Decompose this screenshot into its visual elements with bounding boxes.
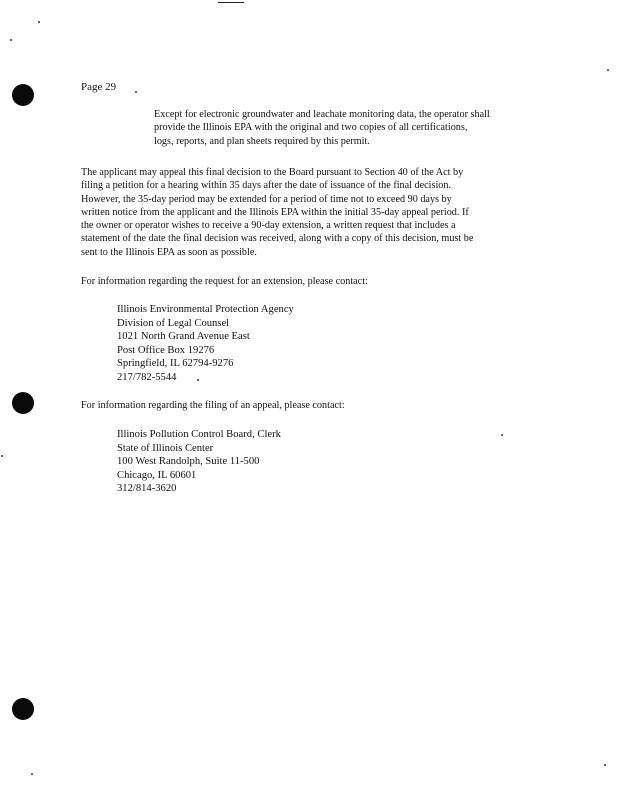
address-line: Illinois Environmental Protection Agency	[117, 304, 294, 315]
paragraph-line: filing a petition for a hearing within 35 days after the date of issuance of the final decision.	[81, 180, 452, 192]
address-line: State of Illinois Center	[117, 442, 214, 454]
indented-paragraph	[154, 108, 490, 148]
paragraph-line: provide the Illinois EPA with the original and two copies of all certifications,	[154, 122, 468, 134]
paragraph-line: the owner or operator wishes to receive a 90-day extension, a written request that includes a	[81, 220, 456, 232]
address-line: Illinois Pollution Control Board, Clerk	[117, 429, 281, 440]
address-line: Chicago, IL 60601	[117, 469, 197, 481]
paragraph-line: written notice from the applicant and the Illinois EPA within the initial 35-day appeal period. If	[81, 206, 469, 218]
paragraph-line: logs, reports, and plan sheets required by this permit.	[154, 135, 370, 147]
appeal-address-block	[117, 428, 281, 496]
appeal-paragraph	[81, 166, 473, 259]
paragraph-line: For information regarding the request for an extension, please contact:	[81, 276, 368, 287]
scan-speck	[501, 434, 503, 436]
appeal-contact-intro	[81, 399, 345, 412]
scan-speck	[31, 773, 33, 775]
address-line: 312/814-3620	[117, 483, 177, 494]
paragraph-line: The applicant may appeal this final decision to the Board pursuant to Section 40 of the Act by	[81, 167, 464, 178]
paragraph-line: However, the 35-day period may be extended for a period of time not to exceed 90 days by	[81, 193, 452, 205]
paragraph-line: sent to the Illinois EPA as soon as possible.	[81, 246, 257, 258]
punch-hole-middle	[12, 392, 34, 414]
address-line: 1021 North Grand Avenue East	[117, 331, 250, 342]
scan-top-rule	[218, 2, 244, 3]
address-line: Division of Legal Counsel	[117, 317, 230, 329]
paragraph-line: For information regarding the filing of an appeal, please contact:	[81, 400, 345, 411]
punch-hole-top	[12, 84, 34, 106]
scan-speck	[10, 39, 12, 41]
address-line: Springfield, IL 62794-9276	[117, 358, 234, 369]
scan-speck	[135, 91, 137, 93]
punch-hole-bottom	[12, 698, 34, 720]
extension-contact-intro	[81, 275, 368, 288]
address-line: 217/782-5544	[117, 371, 177, 383]
address-line: 100 West Randolph, Suite 11-500	[117, 456, 260, 467]
paragraph-line: Except for electronic groundwater and leachate monitoring data, the operator shall	[154, 109, 490, 120]
page-number: Page 29	[81, 81, 117, 93]
paragraph-line: statement of the date the final decision was received, along with a copy of this decision, must be	[81, 233, 474, 245]
scan-speck	[607, 69, 609, 71]
scan-speck	[1, 455, 3, 457]
scan-speck	[38, 21, 40, 23]
scan-speck	[604, 764, 606, 766]
extension-address-block	[117, 303, 294, 384]
address-line: Post Office Box 19276	[117, 344, 215, 356]
